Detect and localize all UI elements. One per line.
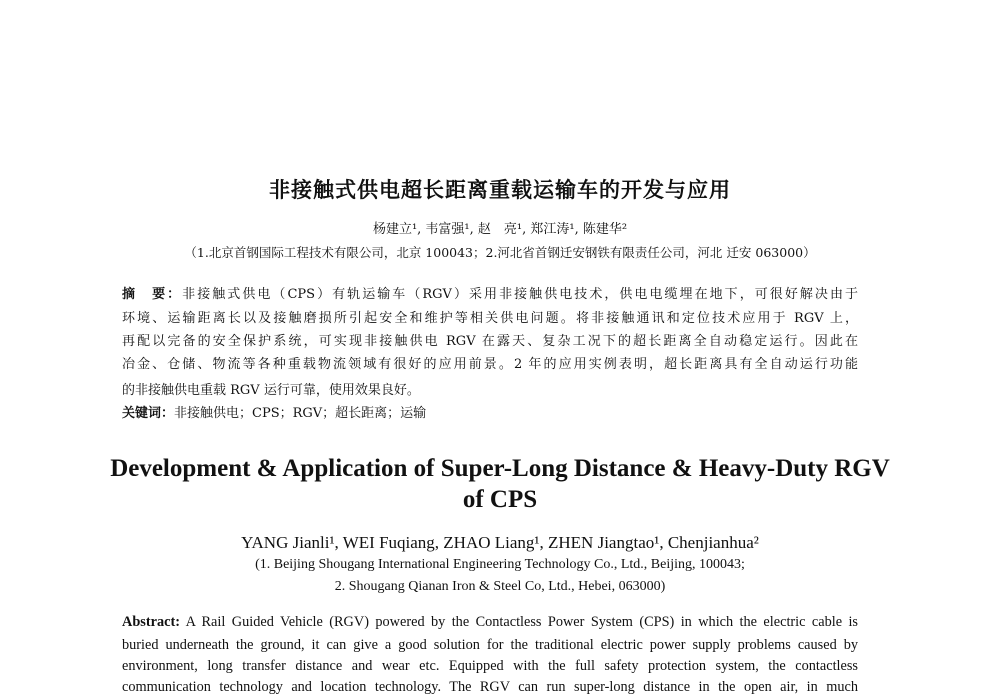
english-authors: YANG Jianli¹, WEI Fuqiang, ZHAO Liang¹, ZHEN Jiangtao¹, Chenjianhua² xyxy=(241,533,759,552)
english-abstract-line xyxy=(122,613,858,631)
english-affiliation-line2: 2. Shougang Qianan Iron & Steel Co, Ltd., Hebei, 063000) xyxy=(334,579,666,594)
english-title-line1: Development & Application of Super-Long Distance & Heavy-Duty RGV xyxy=(110,455,890,482)
chinese-abstract-line: 的非接触供电重载 RGV 运行可靠，使用效果良好。 xyxy=(122,383,420,398)
chinese-abstract-line xyxy=(122,286,858,304)
chinese-affiliation: （1.北京首钢国际工程技术有限公司，北京 100043；2.河北省首钢迁安钢铁有限责任公司，河北 迁安 063000） xyxy=(184,245,816,260)
english-abstract-line: buried underneath the ground, it can give a good solution for the traditional electric power supply problems caused by xyxy=(122,637,858,653)
chinese-abstract-line: 冶金、仓储、物流等各种重载物流领域有很好的应用前景。2 年的应用实例表明，超长距离具有全自动运行功能 xyxy=(122,357,858,372)
chinese-abstract-line: 环境、运输距离长以及接触磨损所引起安全和维护等相关供电问题。将非接触通讯和定位技术应用于 RGV 上， xyxy=(122,311,858,326)
abstract-text: 非接触式供电（CPS）有轨运输车（RGV）采用非接触供电技术，供电电缆埋在地下，可很好解决由于 xyxy=(182,287,858,302)
chinese-abstract-label: 摘 要： xyxy=(122,287,183,302)
abstract-text: A Rail Guided Vehicle (RGV) powered by the Contactless Power System (CPS) in which the electric cable is xyxy=(179,614,858,630)
chinese-title: 非接触式供电超长距离重载运输车的开发与应用 xyxy=(269,178,731,202)
english-affiliation-line1: (1. Beijing Shougang International Engineering Technology Co., Ltd., Beijing, 100043; xyxy=(255,557,745,572)
chinese-abstract-line: 再配以完备的安全保护系统，可实现非接触供电 RGV 在露天、复杂工况下的超长距离全自动稳定运行。因此在 xyxy=(122,334,858,349)
chinese-keywords xyxy=(122,402,426,421)
keywords-label: 关键词： xyxy=(122,406,175,421)
english-abstract-label: Abstract: xyxy=(122,614,180,630)
chinese-authors: 杨建立¹, 韦富强¹, 赵 亮¹, 郑江涛¹, 陈建华² xyxy=(372,222,628,237)
english-abstract-line: communication technology and location technology. The RGV can run super-long distance in the open air, in much xyxy=(122,679,858,695)
english-abstract-line: environment, long transfer distance and wear etc. Equipped with the full safety protection system, the contactless xyxy=(122,658,858,674)
english-title-line2: of CPS xyxy=(462,486,538,513)
keywords-text: 非接触供电；CPS；RGV；超长距离；运输 xyxy=(174,406,427,421)
